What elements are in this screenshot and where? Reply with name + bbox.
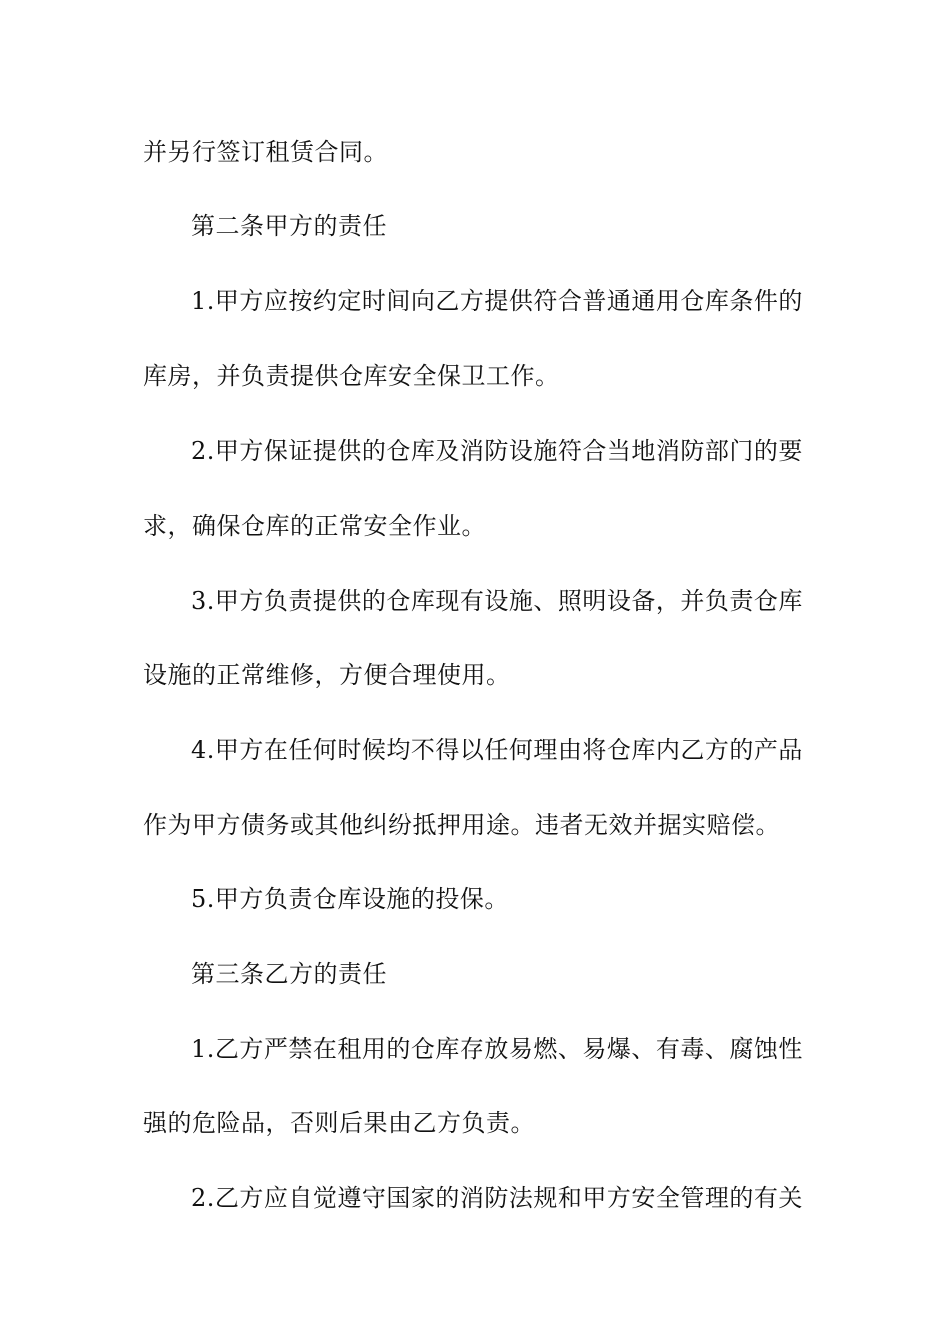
- clause-a5: 5.甲方负责仓库设施的投保。: [191, 885, 509, 913]
- section-heading-party-a: 第二条甲方的责任: [191, 212, 387, 240]
- paragraph-continuation: 并另行签订租赁合同。: [143, 138, 388, 166]
- clause-a2-line1: 2.甲方保证提供的仓库及消防设施符合当地消防部门的要: [191, 437, 803, 465]
- clause-b2-line1: 2.乙方应自觉遵守国家的消防法规和甲方安全管理的有关: [191, 1184, 803, 1212]
- clause-a4-line2: 作为甲方债务或其他纠纷抵押用途。违者无效并据实赔偿。: [143, 811, 780, 839]
- clause-a2-line2: 求，确保仓库的正常安全作业。: [143, 512, 486, 540]
- clause-a3-line1: 3.甲方负责提供的仓库现有设施、照明设备，并负责仓库: [191, 587, 803, 615]
- clause-a4-line1: 4.甲方在任何时候均不得以任何理由将仓库内乙方的产品: [191, 736, 803, 764]
- clause-a3-line2: 设施的正常维修，方便合理使用。: [143, 661, 511, 689]
- clause-b1-line2: 强的危险品，否则后果由乙方负责。: [143, 1109, 535, 1137]
- clause-a1-line2: 库房，并负责提供仓库安全保卫工作。: [143, 362, 560, 390]
- clause-a1-line1: 1.甲方应按约定时间向乙方提供符合普通通用仓库条件的: [191, 287, 803, 315]
- clause-b1-line1: 1.乙方严禁在租用的仓库存放易燃、易爆、有毒、腐蚀性: [191, 1035, 803, 1063]
- section-heading-party-b: 第三条乙方的责任: [191, 960, 387, 988]
